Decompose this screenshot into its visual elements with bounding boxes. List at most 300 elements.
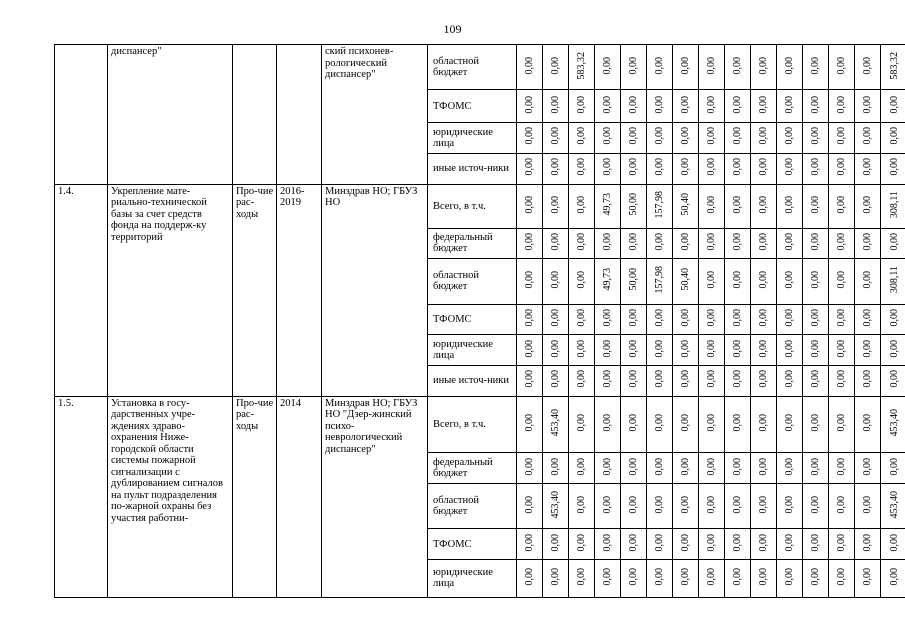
- value-cell: [699, 122, 725, 153]
- value-cell: [595, 122, 621, 153]
- value-cell: [569, 228, 595, 259]
- value-text: 0,00: [550, 567, 561, 586]
- value-cell: [569, 559, 595, 597]
- value-cell: [803, 184, 829, 228]
- value-cell: [621, 366, 647, 397]
- value-cell: [725, 335, 751, 366]
- funding-source: ТФОМС: [428, 90, 517, 123]
- value-text: 0,00: [576, 127, 587, 145]
- value-cell: [751, 396, 777, 452]
- value-cell: [777, 335, 803, 366]
- value-cell: [829, 184, 855, 228]
- value-text: 0,00: [810, 270, 821, 289]
- value-text: 0,00: [654, 495, 665, 514]
- value-text: 0,00: [732, 95, 743, 114]
- value-text: 0,00: [758, 567, 769, 586]
- value-text: 0,00: [862, 370, 873, 388]
- value-cell: [569, 304, 595, 335]
- value-text: 50,40: [680, 193, 691, 216]
- value-cell: [777, 453, 803, 484]
- value-text: 0,00: [680, 95, 691, 114]
- value-text: 0,00: [888, 232, 900, 251]
- value-text: 453,40: [888, 490, 900, 519]
- value-cell: [595, 366, 621, 397]
- value-text: 49,73: [602, 268, 613, 291]
- value-text: 0,00: [862, 158, 873, 176]
- value-text: 0,00: [810, 195, 821, 214]
- value-cell: [829, 45, 855, 90]
- funding-source: иные источ-ники: [428, 366, 517, 397]
- value-text: 0,00: [576, 495, 587, 514]
- value-cell: [777, 184, 803, 228]
- value-text: 157,98: [654, 190, 665, 219]
- value-text: 0,00: [628, 56, 639, 75]
- value-text: 0,00: [784, 158, 795, 176]
- value-cell: [725, 153, 751, 184]
- value-text: 0,00: [862, 457, 873, 476]
- value-text: 0,00: [706, 414, 717, 432]
- value-text: 0,00: [576, 308, 587, 327]
- value-text: 0,00: [550, 270, 561, 289]
- value-text: 0,00: [576, 195, 587, 214]
- value-cell: [595, 559, 621, 597]
- value-cell: [777, 559, 803, 597]
- value-text: 0,00: [628, 370, 639, 388]
- value-cell: [855, 228, 881, 259]
- value-cell: [517, 366, 543, 397]
- value-cell: [647, 90, 673, 123]
- value-text: 0,00: [524, 232, 535, 251]
- value-cell: [725, 484, 751, 529]
- value-text: 0,00: [680, 533, 691, 552]
- value-text: 0,00: [732, 270, 743, 289]
- value-cell: [543, 529, 569, 560]
- table-row: [55, 396, 905, 452]
- value-text: 0,00: [576, 339, 587, 358]
- value-cell: [803, 484, 829, 529]
- value-text: 0,00: [550, 127, 561, 145]
- value-text: 0,00: [706, 495, 717, 514]
- funding-source: иные источ-ники: [428, 153, 517, 184]
- value-text: 0,00: [550, 195, 561, 214]
- value-text: 0,00: [654, 567, 665, 586]
- value-cell: [569, 484, 595, 529]
- value-text: 0,00: [836, 533, 847, 552]
- value-cell: [881, 396, 905, 452]
- value-text: 0,00: [654, 533, 665, 552]
- value-cell: [777, 228, 803, 259]
- funding-source: ТФОМС: [428, 304, 517, 335]
- item-years: 2016-2019: [277, 184, 322, 396]
- value-cell: [595, 259, 621, 304]
- value-cell: [829, 228, 855, 259]
- value-text: 453,40: [550, 409, 561, 437]
- value-cell: [647, 153, 673, 184]
- value-text: 0,00: [706, 339, 717, 358]
- value-cell: [569, 153, 595, 184]
- value-cell: [829, 453, 855, 484]
- value-text: 0,00: [654, 127, 665, 145]
- value-text: 0,00: [602, 95, 613, 114]
- value-cell: [855, 90, 881, 123]
- value-cell: [881, 366, 905, 397]
- funding-source: областной бюджет: [428, 484, 517, 529]
- value-text: 0,00: [602, 232, 613, 251]
- value-text: 0,00: [680, 567, 691, 586]
- value-text: 0,00: [732, 370, 743, 388]
- value-cell: [777, 90, 803, 123]
- value-cell: [569, 122, 595, 153]
- value-cell: [517, 529, 543, 560]
- value-cell: [855, 484, 881, 529]
- value-cell: [777, 45, 803, 90]
- value-cell: [595, 90, 621, 123]
- value-cell: [803, 45, 829, 90]
- value-cell: [829, 366, 855, 397]
- value-text: 0,00: [602, 495, 613, 514]
- value-text: 0,00: [784, 95, 795, 114]
- value-text: 0,00: [810, 567, 821, 586]
- value-cell: [543, 122, 569, 153]
- value-cell: [699, 559, 725, 597]
- value-cell: [517, 559, 543, 597]
- value-cell: [777, 529, 803, 560]
- value-text: 0,00: [550, 533, 561, 552]
- funding-source: юридические лица: [428, 122, 517, 153]
- value-text: 0,00: [706, 158, 717, 176]
- value-text: 0,00: [680, 127, 691, 145]
- value-text: 0,00: [706, 308, 717, 327]
- value-cell: [881, 259, 905, 304]
- value-text: 0,00: [680, 308, 691, 327]
- funding-source: Всего, в т.ч.: [428, 396, 517, 452]
- value-text: 0,00: [524, 414, 535, 432]
- value-text: 0,00: [732, 457, 743, 476]
- value-text: 0,00: [706, 195, 717, 214]
- value-text: 0,00: [628, 95, 639, 114]
- value-cell: [699, 259, 725, 304]
- value-cell: [803, 453, 829, 484]
- value-cell: [621, 484, 647, 529]
- table-row: [55, 184, 905, 228]
- value-cell: [595, 335, 621, 366]
- value-text: 0,00: [810, 414, 821, 432]
- value-text: 0,00: [758, 457, 769, 476]
- value-cell: [699, 335, 725, 366]
- value-cell: [569, 45, 595, 90]
- value-text: 50,40: [680, 268, 691, 291]
- value-text: 0,00: [758, 95, 769, 114]
- value-text: 0,00: [654, 414, 665, 432]
- value-text: 0,00: [628, 567, 639, 586]
- value-text: 0,00: [784, 270, 795, 289]
- value-cell: [673, 90, 699, 123]
- value-cell: [673, 184, 699, 228]
- value-text: 0,00: [810, 127, 821, 145]
- value-cell: [673, 559, 699, 597]
- value-cell: [517, 90, 543, 123]
- value-cell: [673, 153, 699, 184]
- value-text: 0,00: [680, 339, 691, 358]
- value-text: 0,00: [836, 414, 847, 432]
- value-cell: [647, 366, 673, 397]
- value-cell: [751, 304, 777, 335]
- value-cell: [751, 559, 777, 597]
- value-cell: [803, 122, 829, 153]
- value-cell: [881, 45, 905, 90]
- value-text: 0,00: [576, 158, 587, 176]
- item-name: Установка в госу-дарственных учре-ждениях здраво-охранения Ниже-городской области системы пожарной сигнализации с дублированием сигналов на пульт подразделения по-жарной охраны без участия работни-: [108, 396, 233, 597]
- value-text: 0,00: [628, 339, 639, 358]
- value-text: 0,00: [888, 457, 900, 476]
- value-text: 583,32: [888, 51, 900, 80]
- value-cell: [595, 484, 621, 529]
- value-text: 0,00: [550, 158, 561, 176]
- value-cell: [725, 396, 751, 452]
- value-cell: [829, 153, 855, 184]
- value-text: 0,00: [836, 567, 847, 586]
- value-text: 0,00: [810, 232, 821, 251]
- value-text: 0,00: [524, 270, 535, 289]
- value-text: 0,00: [732, 56, 743, 75]
- value-cell: [751, 366, 777, 397]
- funding-source: юридические лица: [428, 335, 517, 366]
- value-cell: [517, 304, 543, 335]
- value-cell: [725, 184, 751, 228]
- value-cell: [777, 484, 803, 529]
- value-text: 0,00: [758, 533, 769, 552]
- value-cell: [517, 184, 543, 228]
- value-cell: [673, 45, 699, 90]
- value-text: 0,00: [836, 339, 847, 358]
- value-text: 0,00: [524, 339, 535, 358]
- value-text: 0,00: [810, 533, 821, 552]
- value-text: 0,00: [550, 232, 561, 251]
- value-text: 0,00: [706, 56, 717, 75]
- value-text: 0,00: [524, 127, 535, 145]
- item-number: 1.5.: [55, 396, 108, 597]
- value-text: 0,00: [784, 495, 795, 514]
- value-text: 0,00: [680, 232, 691, 251]
- value-cell: [543, 366, 569, 397]
- value-cell: [543, 184, 569, 228]
- value-cell: [543, 335, 569, 366]
- value-text: 0,00: [628, 457, 639, 476]
- value-cell: [673, 366, 699, 397]
- value-cell: [699, 228, 725, 259]
- value-text: 0,00: [836, 495, 847, 514]
- value-text: 0,00: [810, 495, 821, 514]
- value-text: 0,00: [758, 370, 769, 388]
- funding-source: Всего, в т.ч.: [428, 184, 517, 228]
- value-cell: [699, 45, 725, 90]
- value-text: 0,00: [576, 370, 587, 388]
- value-text: 0,00: [810, 457, 821, 476]
- value-cell: [569, 396, 595, 452]
- value-cell: [777, 304, 803, 335]
- value-cell: [777, 366, 803, 397]
- value-cell: [855, 45, 881, 90]
- value-text: 0,00: [732, 308, 743, 327]
- value-text: 0,00: [680, 495, 691, 514]
- value-cell: [647, 529, 673, 560]
- value-text: 0,00: [654, 370, 665, 388]
- value-text: 0,00: [836, 158, 847, 176]
- value-text: 0,00: [810, 339, 821, 358]
- value-text: 0,00: [654, 457, 665, 476]
- value-cell: [569, 335, 595, 366]
- value-cell: [621, 122, 647, 153]
- value-text: 0,00: [810, 370, 821, 388]
- value-text: 0,00: [784, 370, 795, 388]
- funding-source: федеральный бюджет: [428, 228, 517, 259]
- expense-type: Про-чие рас-ходы: [233, 396, 277, 597]
- value-text: 0,00: [550, 308, 561, 327]
- value-cell: [725, 90, 751, 123]
- value-text: 0,00: [602, 370, 613, 388]
- value-cell: [725, 122, 751, 153]
- value-text: 0,00: [862, 95, 873, 114]
- value-text: 0,00: [836, 56, 847, 75]
- value-cell: [855, 396, 881, 452]
- item-executor: Минздрав НО; ГБУЗ НО "Дзер-жинский психо-неврологический диспансер": [322, 396, 428, 597]
- value-text: 0,00: [732, 495, 743, 514]
- value-cell: [699, 453, 725, 484]
- value-cell: [725, 259, 751, 304]
- value-cell: [725, 45, 751, 90]
- value-text: 0,00: [784, 567, 795, 586]
- value-cell: [829, 259, 855, 304]
- expense-type: [233, 45, 277, 185]
- value-cell: [647, 453, 673, 484]
- value-text: 0,00: [524, 495, 535, 514]
- value-cell: [751, 184, 777, 228]
- value-text: 0,00: [524, 457, 535, 476]
- value-cell: [569, 453, 595, 484]
- budget-table: [54, 44, 905, 598]
- value-cell: [881, 90, 905, 123]
- value-cell: [751, 90, 777, 123]
- value-text: 0,00: [654, 339, 665, 358]
- value-text: 0,00: [602, 533, 613, 552]
- value-text: 0,00: [602, 567, 613, 586]
- value-text: 0,00: [628, 232, 639, 251]
- value-text: 0,00: [862, 308, 873, 327]
- item-executor: Минздрав НО; ГБУЗ НО: [322, 184, 428, 396]
- value-text: 0,00: [680, 158, 691, 176]
- value-cell: [673, 453, 699, 484]
- value-text: 0,00: [836, 127, 847, 145]
- value-text: 0,00: [628, 414, 639, 432]
- value-cell: [647, 184, 673, 228]
- value-text: 0,00: [576, 457, 587, 476]
- value-text: 0,00: [758, 158, 769, 176]
- value-text: 0,00: [836, 457, 847, 476]
- value-cell: [881, 559, 905, 597]
- value-cell: [621, 396, 647, 452]
- value-cell: [829, 90, 855, 123]
- value-text: 0,00: [550, 339, 561, 358]
- value-cell: [881, 484, 905, 529]
- value-cell: [543, 228, 569, 259]
- value-cell: [881, 122, 905, 153]
- value-cell: [803, 396, 829, 452]
- value-text: 0,00: [706, 127, 717, 145]
- value-cell: [829, 335, 855, 366]
- value-text: 0,00: [784, 533, 795, 552]
- value-text: 0,00: [654, 308, 665, 327]
- value-text: 0,00: [524, 370, 535, 388]
- value-cell: [621, 45, 647, 90]
- value-cell: [621, 259, 647, 304]
- value-text: 0,00: [888, 370, 900, 388]
- value-cell: [621, 529, 647, 560]
- value-cell: [673, 396, 699, 452]
- value-cell: [725, 228, 751, 259]
- value-cell: [699, 396, 725, 452]
- value-text: 0,00: [654, 56, 665, 75]
- value-text: 0,00: [784, 56, 795, 75]
- value-text: 0,00: [758, 414, 769, 432]
- value-text: 0,00: [758, 127, 769, 145]
- value-cell: [777, 153, 803, 184]
- value-cell: [621, 453, 647, 484]
- value-cell: [595, 304, 621, 335]
- value-cell: [569, 259, 595, 304]
- value-text: 0,00: [836, 370, 847, 388]
- value-text: 0,00: [706, 567, 717, 586]
- value-cell: [543, 45, 569, 90]
- value-cell: [829, 122, 855, 153]
- value-cell: [569, 90, 595, 123]
- value-text: 0,00: [758, 339, 769, 358]
- value-text: 0,00: [732, 232, 743, 251]
- funding-source: областной бюджет: [428, 45, 517, 90]
- value-text: 0,00: [784, 414, 795, 432]
- value-text: 0,00: [602, 457, 613, 476]
- value-cell: [517, 453, 543, 484]
- value-text: 0,00: [862, 533, 873, 552]
- value-cell: [803, 90, 829, 123]
- value-text: 0,00: [836, 195, 847, 214]
- value-text: 0,00: [784, 308, 795, 327]
- value-cell: [595, 453, 621, 484]
- value-text: 49,73: [602, 193, 613, 216]
- value-text: 0,00: [628, 308, 639, 327]
- item-name: диспансер": [108, 45, 233, 185]
- value-cell: [829, 304, 855, 335]
- value-text: 0,00: [706, 370, 717, 388]
- value-text: 0,00: [602, 308, 613, 327]
- value-cell: [621, 228, 647, 259]
- value-text: 0,00: [628, 533, 639, 552]
- value-cell: [751, 335, 777, 366]
- value-text: 0,00: [628, 127, 639, 145]
- value-text: 308,11: [888, 266, 900, 294]
- value-cell: [647, 45, 673, 90]
- value-cell: [855, 184, 881, 228]
- value-text: 0,00: [888, 567, 900, 586]
- value-text: 0,00: [602, 158, 613, 176]
- value-cell: [673, 259, 699, 304]
- value-text: 0,00: [732, 414, 743, 432]
- value-cell: [829, 559, 855, 597]
- value-text: 0,00: [628, 495, 639, 514]
- value-cell: [699, 153, 725, 184]
- value-cell: [673, 529, 699, 560]
- value-cell: [621, 335, 647, 366]
- value-cell: [595, 228, 621, 259]
